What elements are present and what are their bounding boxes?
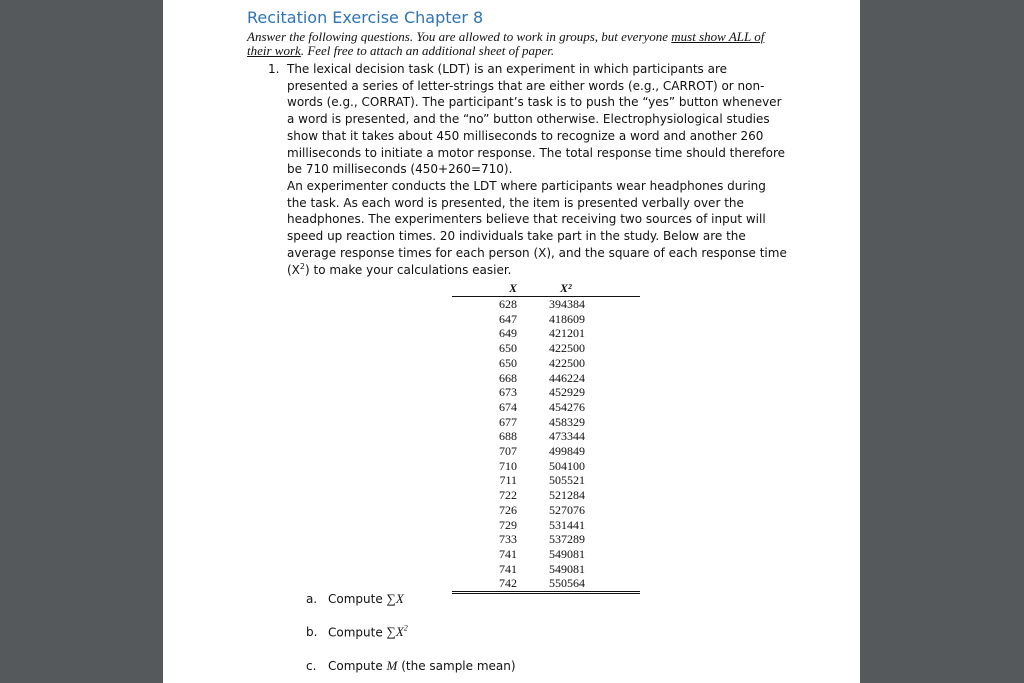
cell-x: 650 bbox=[499, 355, 517, 370]
cell-x: 711 bbox=[499, 473, 517, 488]
subquestion-label: c. bbox=[306, 659, 317, 673]
cell-x: 688 bbox=[499, 429, 517, 444]
table-row bbox=[452, 488, 640, 503]
cell-x: 628 bbox=[499, 297, 517, 311]
cell-x: 726 bbox=[499, 502, 517, 517]
table-row bbox=[452, 326, 640, 341]
table-row bbox=[452, 444, 640, 459]
cell-x-squared: 394384 bbox=[549, 297, 585, 311]
subquestion-label: b. bbox=[306, 625, 318, 640]
cell-x-squared: 531441 bbox=[549, 517, 585, 532]
cell-x: 733 bbox=[499, 532, 517, 547]
cell-x: 668 bbox=[499, 370, 517, 385]
cell-x: 710 bbox=[499, 458, 517, 473]
table-row bbox=[452, 297, 640, 312]
cell-x-squared: 446224 bbox=[549, 370, 585, 385]
cell-x-squared: 452929 bbox=[549, 385, 585, 400]
cell-x-squared: 549081 bbox=[549, 546, 585, 561]
cell-x-squared: 422500 bbox=[549, 341, 585, 356]
superscript: 2 bbox=[403, 624, 408, 633]
cell-x-squared: 527076 bbox=[549, 502, 585, 517]
table-row bbox=[452, 503, 640, 518]
cell-x-squared: 454276 bbox=[549, 399, 585, 414]
cell-x-squared: 504100 bbox=[549, 458, 585, 473]
table-row bbox=[452, 400, 640, 415]
table-header-row bbox=[452, 281, 640, 297]
cell-x: 729 bbox=[499, 517, 517, 532]
cell-x-squared: 549081 bbox=[549, 561, 585, 576]
cell-x: 741 bbox=[499, 546, 517, 561]
cell-x-squared: 499849 bbox=[549, 444, 585, 459]
header-x: X bbox=[452, 281, 525, 297]
cell-x: 650 bbox=[499, 341, 517, 356]
sum-x-squared-math bbox=[387, 624, 408, 639]
table-row bbox=[452, 356, 640, 371]
question-paragraph-1: The lexical decision task (LDT) is an experiment in which participants are presented a series of letter-strings that are either words (e.g., CARROT) or non-words (e.g., CORRAT). The participant’s task is to push the “yes” button whenever a word is presented, and the “no” button otherwise. Electrophysiological studies show that it takes about 450 milliseconds to recognize a word and another 260 milliseconds to initiate a motor response. The total response time should therefore be 710 milliseconds (450+260=710). bbox=[287, 62, 786, 177]
cell-x-squared: 537289 bbox=[549, 532, 585, 547]
subquestion-text: Compute bbox=[328, 625, 387, 640]
document-page bbox=[163, 0, 860, 683]
subquestion-text: Compute bbox=[328, 592, 387, 606]
table-row bbox=[452, 547, 640, 562]
table-row bbox=[452, 385, 640, 400]
cell-x-squared: 422500 bbox=[549, 355, 585, 370]
table-row bbox=[452, 562, 640, 577]
question-paragraph-2 bbox=[287, 178, 787, 278]
cell-x: 677 bbox=[499, 414, 517, 429]
instructions-text: Answer the following questions. You are allowed to work in groups, but everyone bbox=[247, 29, 672, 44]
cell-x: 647 bbox=[499, 311, 517, 326]
table-row bbox=[452, 341, 640, 356]
subquestion-a bbox=[306, 591, 404, 607]
cell-x: 741 bbox=[499, 561, 517, 576]
cell-x-squared: 521284 bbox=[549, 488, 585, 503]
sum-x-squared-base: ∑X bbox=[386, 624, 404, 640]
instructions bbox=[247, 30, 787, 58]
subquestion-label: a. bbox=[306, 592, 318, 606]
cell-x-squared: 458329 bbox=[549, 414, 585, 429]
cell-x: 722 bbox=[499, 488, 517, 503]
cell-x: 742 bbox=[452, 576, 525, 592]
sum-x-math: ∑X bbox=[386, 591, 404, 606]
question-number: 1. bbox=[268, 62, 280, 76]
table-row bbox=[452, 429, 640, 444]
document-title: Recitation Exercise Chapter 8 bbox=[247, 8, 484, 27]
cell-x-squared: 505521 bbox=[549, 473, 585, 488]
cell-x-squared: 473344 bbox=[549, 429, 585, 444]
header-x-squared: X² bbox=[525, 281, 640, 297]
paragraph-2-text-end: ) to make your calculations easier. bbox=[305, 262, 512, 277]
superscript: 2 bbox=[299, 261, 305, 271]
table-row bbox=[452, 415, 640, 430]
table-row bbox=[452, 371, 640, 386]
table-row bbox=[452, 312, 640, 327]
cell-x: 673 bbox=[499, 385, 517, 400]
table-row bbox=[452, 459, 640, 474]
subquestion-b bbox=[306, 624, 408, 640]
cell-x-squared: 418609 bbox=[549, 311, 585, 326]
paragraph-2-text: An experimenter conducts the LDT where participants wear headphones during the task. As each word is presented, the item is presented verbally over the headphones. The experimenters believe that receiving two sources of input will speed up reaction times. 20 individuals take part in the study. Below are the average response times for each person (X), and the square of each response time (X bbox=[287, 179, 787, 277]
cell-x: 649 bbox=[499, 326, 517, 341]
table-row bbox=[452, 532, 640, 547]
mean-symbol: M bbox=[386, 658, 398, 673]
cell-x: 707 bbox=[499, 444, 517, 459]
table-row bbox=[452, 576, 640, 592]
subquestion-text-end: (the sample mean) bbox=[397, 659, 516, 673]
instructions-underlined: must show ALL of their work bbox=[247, 29, 765, 58]
cell-x: 674 bbox=[499, 399, 517, 414]
cell-x-squared: 550564 bbox=[525, 576, 640, 592]
response-time-table bbox=[452, 281, 640, 594]
table-row bbox=[452, 518, 640, 533]
subquestion-c bbox=[306, 658, 516, 674]
instructions-text-end: . Feel free to attach an additional sheet of paper. bbox=[300, 43, 555, 58]
table-row bbox=[452, 473, 640, 488]
cell-x-squared: 421201 bbox=[549, 326, 585, 341]
subquestion-text: Compute bbox=[328, 659, 387, 673]
